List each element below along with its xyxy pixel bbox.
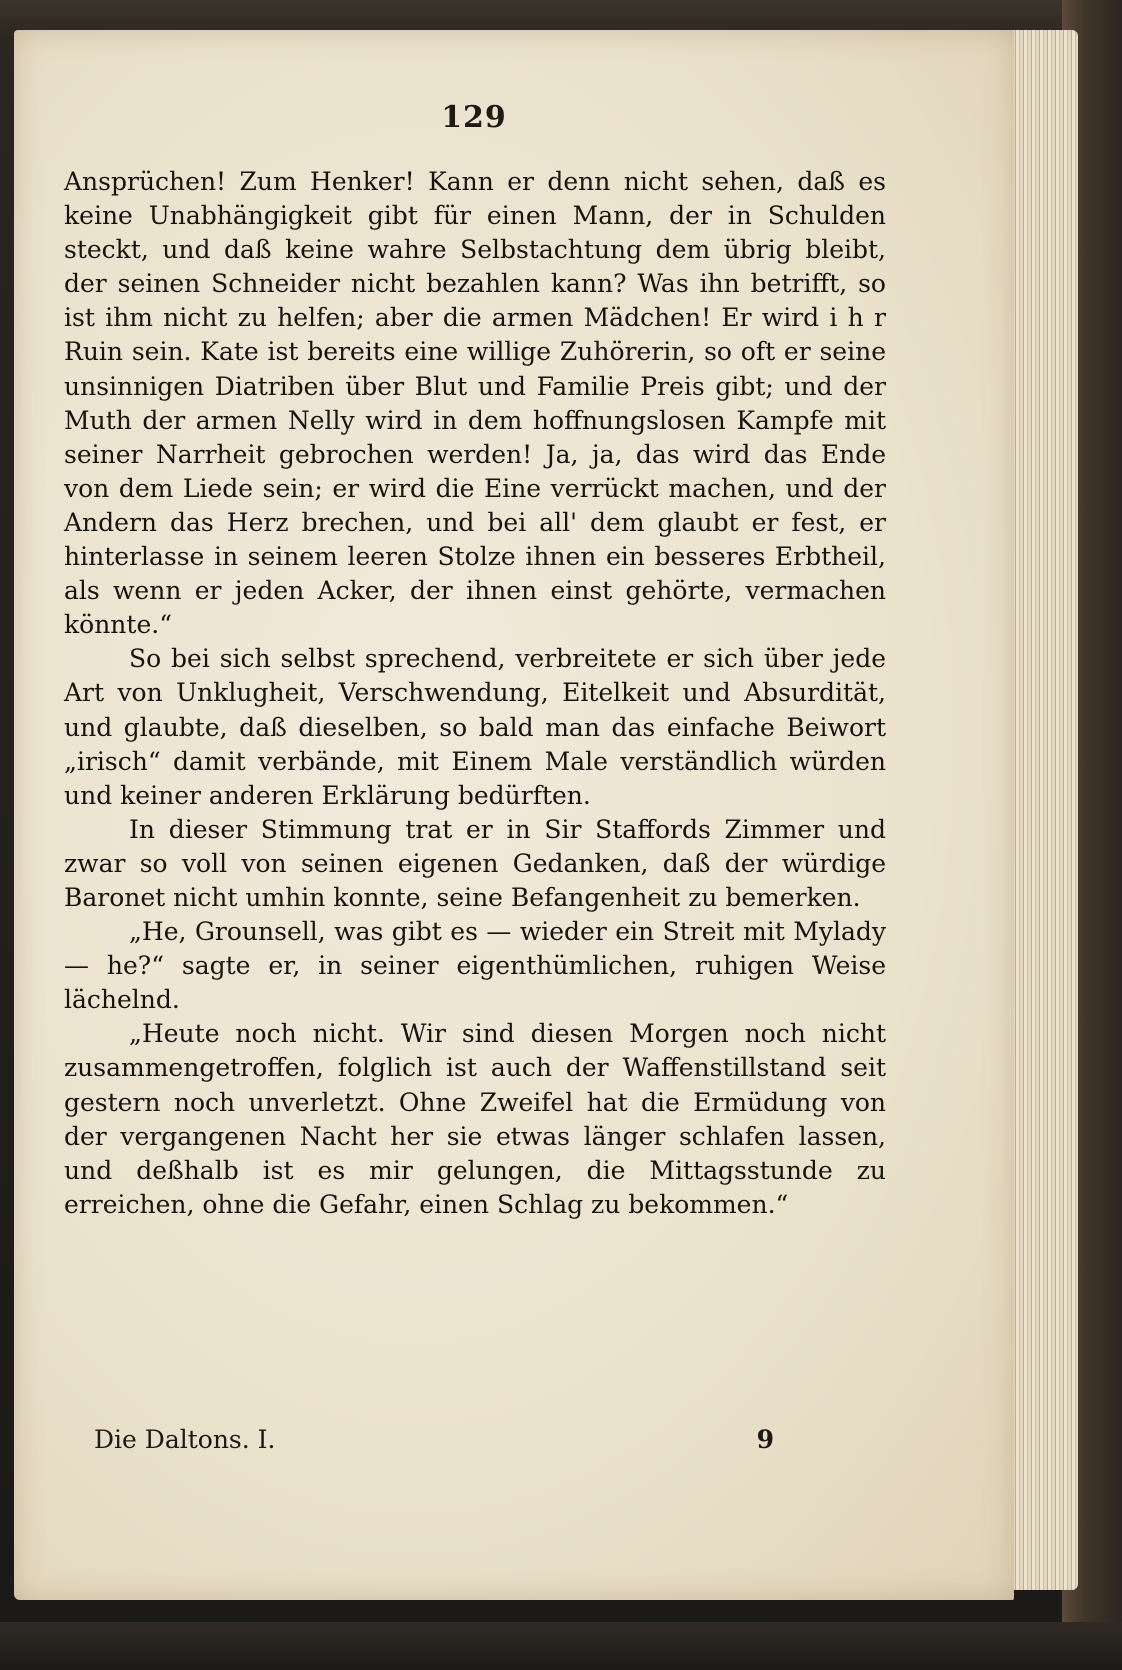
- paragraph-1: Ansprüchen! Zum Henker! Kann er denn nicht sehen, daß es keine Unabhängigkeit gibt für einen Mann, der in Schulden steckt, und daß keine wahre Selbstachtung dem übrig bleibt, der seinen Schneider nicht bezahlen kann? Was ihn betrifft, so ist ihm nicht zu helfen; aber die armen Mädchen! Er wird i h r Ruin sein. Kate ist bereits eine willige Zuhörerin, so oft er seine unsinnigen Diatriben über Blut und Familie Preis gibt; und der Muth der armen Nelly wird in dem hoffnungslosen Kampfe mit seiner Narrheit gebrochen werden! Ja, ja, das wird das Ende von dem Liede sein; er wird die Eine verrückt machen, und der Andern das Herz brechen, und bei all' dem glaubt er fest, er hinterlasse in seinem leeren Stolze ihnen ein besseres Erbtheil, als wenn er jeden Acker, der ihnen einst gehörte, vermachen könnte.“: [64, 167, 886, 640]
- book-page: [14, 30, 1014, 1600]
- page-footer: [94, 1425, 774, 1461]
- page-number: 129: [441, 100, 507, 135]
- book-cover-bottom-edge: [0, 1622, 1122, 1670]
- paragraph-3: In dieser Stimmung trat er in Sir Staffords Zimmer und zwar so voll von seinen eigenen Gedanken, daß der würdige Baronet nicht umhin konnte, seine Befangenheit zu bemerken.: [64, 814, 886, 912]
- signature-mark: 9: [756, 1425, 774, 1454]
- paragraph-5: „Heute noch nicht. Wir sind diesen Morgen noch nicht zusammengetroffen, folglich ist auch der Waffenstillstand seit gestern noch unverletzt. Ohne Zweifel hat die Ermüdung von der vergangenen Nacht her sie etwas länger schlafen lassen, und deßhalb ist es mir gelungen, die Mittagsstunde zu erreichen, ohne die Gefahr, einen Schlag zu bekommen.“: [64, 1019, 886, 1219]
- paragraph-2: So bei sich selbst sprechend, verbreitete er sich über jede Art von Unklugheit, Verschwendung, Eitelkeit und Absurdität, und glaubte, daß dieselben, so bald man das einfache Beiwort „irisch“ damit verbände, mit Einem Male verständlich würden und keiner anderen Erklärung bedürften.: [64, 644, 886, 810]
- paragraph-4: „He, Grounsell, was gibt es — wieder ein Streit mit Mylady — he?“ sagte er, in seiner eigenthümlichen, ruhigen Weise lächelnd.: [64, 917, 886, 1015]
- running-footer-title: Die Daltons. I.: [94, 1425, 276, 1454]
- page-body-text: [64, 165, 886, 1222]
